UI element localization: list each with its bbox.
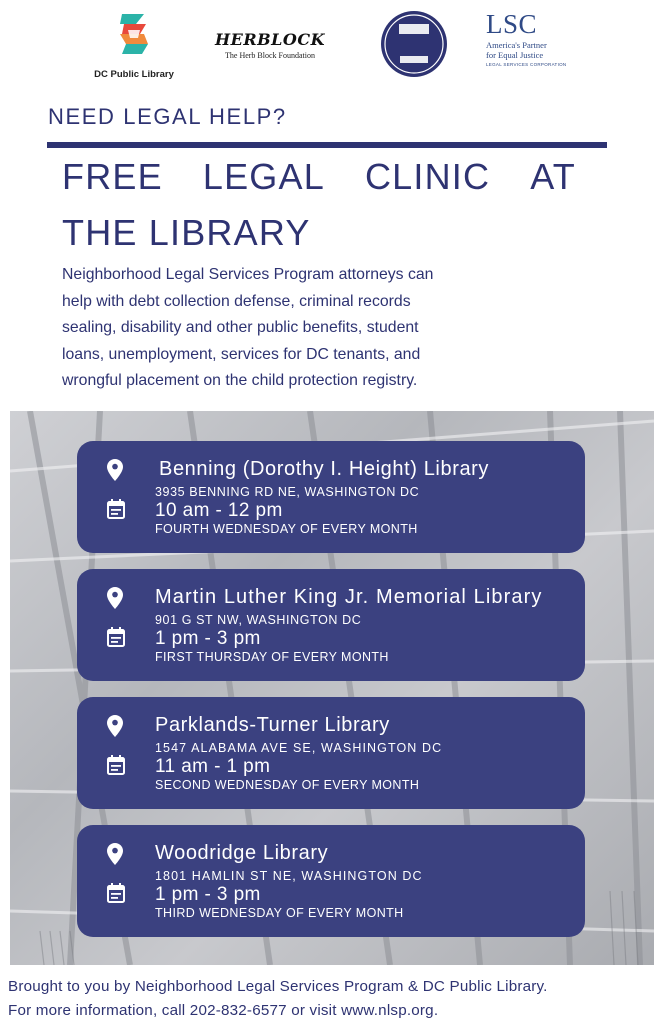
intro-line: help with debt collection defense, criminal records [62, 292, 411, 310]
header-divider [47, 142, 607, 148]
dc-public-library-mark-icon [114, 10, 154, 58]
location-name: Martin Luther King Jr. Memorial Library [155, 586, 543, 608]
calendar-icon [107, 627, 125, 647]
title-word: CLINIC [364, 156, 491, 197]
herblock-subtitle: The Herb Block Foundation [225, 51, 315, 60]
intro-line: loans, unemployment, services for DC tenants, and [62, 345, 421, 363]
lsc-logo [486, 9, 567, 67]
location-pin-icon [107, 587, 123, 609]
lsc-tagline-2: for Equal Justice [486, 50, 544, 60]
title-word: LEGAL [202, 156, 325, 197]
location-name: Woodridge Library [155, 842, 329, 864]
location-address: 1801 HAMLIN ST NE, WASHINGTON DC [155, 869, 423, 883]
title-word: AT [530, 156, 576, 197]
footer-line-contact: For more information, call 202-832-6577 or visit www.nlsp.org. [8, 1002, 439, 1019]
location-address: 3935 BENNING RD NE, WASHINGTON DC [155, 485, 420, 499]
location-name: Parklands-Turner Library [155, 714, 390, 736]
clinic-title-line-1 [62, 156, 576, 198]
clinic-schedule: FOURTH WEDNESDAY OF EVERY MONTH [155, 522, 418, 536]
calendar-icon [107, 499, 125, 519]
location-card-benning [77, 441, 585, 553]
footer-line-sponsors: Brought to you by Neighborhood Legal Services Program & DC Public Library. [8, 978, 548, 995]
location-card-mlk [77, 569, 585, 681]
clinic-time: 10 am - 12 pm [155, 500, 283, 521]
clinic-time: 1 pm - 3 pm [155, 884, 261, 905]
intro-line: wrongful placement on the child protection registry. [62, 372, 418, 390]
dc-public-library-label: DC Public Library [94, 69, 174, 80]
lsc-corporation-name: LEGAL SERVICES CORPORATION [486, 62, 567, 67]
clinic-time: 1 pm - 3 pm [155, 628, 261, 649]
clinic-schedule: FIRST THURSDAY OF EVERY MONTH [155, 650, 389, 664]
intro-line: Neighborhood Legal Services Program attorneys can [62, 266, 434, 283]
dc-public-library-logo [86, 10, 182, 80]
nlsp-seal-icon [380, 10, 448, 78]
lsc-tagline-1: America's Partner [486, 40, 547, 50]
calendar-icon [107, 883, 125, 903]
partner-logos [0, 0, 662, 90]
location-card-woodridge [77, 825, 585, 937]
location-pin-icon [107, 459, 123, 481]
footer-credits [8, 975, 658, 1023]
clinic-title-line-2: THE LIBRARY [62, 212, 311, 253]
location-address: 901 G ST NW, WASHINGTON DC [155, 613, 362, 627]
lsc-wordmark: LSC [486, 9, 538, 39]
need-legal-help-heading: NEED LEGAL HELP? [48, 104, 287, 129]
title-word: FREE [62, 156, 163, 197]
intro-line: sealing, disability and other public benefits, student [62, 319, 419, 337]
clinic-time: 11 am - 1 pm [155, 756, 271, 777]
intro-paragraph [62, 262, 562, 395]
location-card-parklands-turner [77, 697, 585, 809]
herblock-wordmark: HERBLOCK [215, 30, 325, 49]
clinic-schedule: THIRD WEDNESDAY OF EVERY MONTH [155, 906, 404, 920]
clinic-schedule: SECOND WEDNESDAY OF EVERY MONTH [155, 778, 420, 792]
location-name: Benning (Dorothy I. Height) Library [159, 458, 490, 480]
location-pin-icon [107, 843, 123, 865]
nlsp-seal-logo [380, 10, 448, 78]
herb-block-foundation-logo [212, 30, 328, 60]
location-pin-icon [107, 715, 123, 737]
calendar-icon [107, 755, 125, 775]
location-address: 1547 ALABAMA AVE SE, WASHINGTON DC [155, 741, 443, 755]
